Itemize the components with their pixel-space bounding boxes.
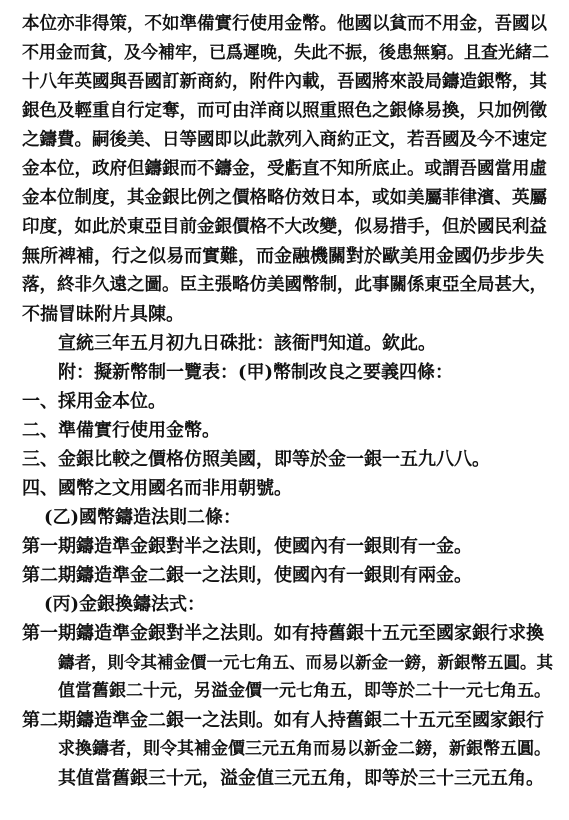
text-line: 之鑄費。嗣後美、日等國即以此款列入商約正文，若吾國及今不速定 <box>22 130 547 150</box>
edict-line: 宣統三年五月初九日硃批：該衙門知道。欽此。 <box>58 333 436 354</box>
text-line: 金本位，政府但鑄銀而不鑄金，受虧直不知所底止。或謂吾國當用虛 <box>22 159 547 179</box>
section-heading: (丙)金銀換鑄法式： <box>44 594 206 615</box>
appendix-heading: 附：擬新幣制一覽表：(甲)幣制改良之要義四條： <box>58 362 454 383</box>
text-line: 第二期鑄造準金二銀一之法則。如有人持舊銀二十五元至國家銀行 <box>22 710 544 731</box>
text-line: 不揣冒昧附片具陳。 <box>22 304 184 325</box>
text-line: 無所裨補，行之似易而實難，而金融機關對於歐美用金國仍步步失 <box>22 246 544 267</box>
text-line: 其值當舊銀三十元，溢金值三元五角，即等於三十三元五角。 <box>58 768 544 789</box>
section-heading: (乙)國幣鑄造法則二條： <box>44 507 242 528</box>
text-line: 十八年英國與吾國訂新商約，附件內載，吾國將來設局鑄造銀幣，其 <box>22 72 547 92</box>
list-item: 一、採用金本位。 <box>22 391 166 412</box>
text-line: 金本位制度，其金銀比例之價格略仿效日本，或如美屬菲律濱、英屬 <box>22 188 547 208</box>
text-line: 本位亦非得策，不如準備實行使用金幣。他國以貧而不用金，吾國以 <box>22 14 547 34</box>
list-item: 第二期鑄造準金二銀一之法則，使國內有一銀則有兩金。 <box>22 565 472 586</box>
text-line: 求換鑄者，則令其補金價三元五角而易以新金二鎊，新銀幣五圓。 <box>58 739 551 759</box>
text-line: 印度，如此於東亞目前金銀價格不大改變，似易措手，但於國民利益 <box>22 217 547 237</box>
list-item: 二、準備實行使用金幣。 <box>22 420 220 441</box>
list-item: 四、國幣之文用國名而非用朝號。 <box>22 478 292 499</box>
text-line: 不用金而貧，及今補牢，已爲遲晚，失此不振，後患無窮。且查光緒二 <box>22 43 549 63</box>
text-line: 落，終非久遠之圖。臣主張略仿美國幣制，此事關係東亞全局甚大， <box>22 275 547 295</box>
text-line: 銀色及輕重自行定奪，而可由洋商以照重照色之銀條易換，只加例徵 <box>22 101 547 121</box>
text-line: 值當舊銀二十元，另溢金價一元七角五，即等於二十一元七角五。 <box>58 681 551 701</box>
list-item: 第一期鑄造準金銀對半之法則，使國內有一銀則有一金。 <box>22 536 472 557</box>
list-item: 三、金銀比較之價格仿照美國，即等於金一銀一五九八八。 <box>22 449 490 470</box>
text-line: 第一期鑄造準金銀對半之法則。如有持舊銀十五元至國家銀行求換 <box>22 623 544 644</box>
text-line: 鑄者，則令其補金價一元七角五、而易以新金一鎊，新銀幣五圓。其 <box>58 653 553 672</box>
